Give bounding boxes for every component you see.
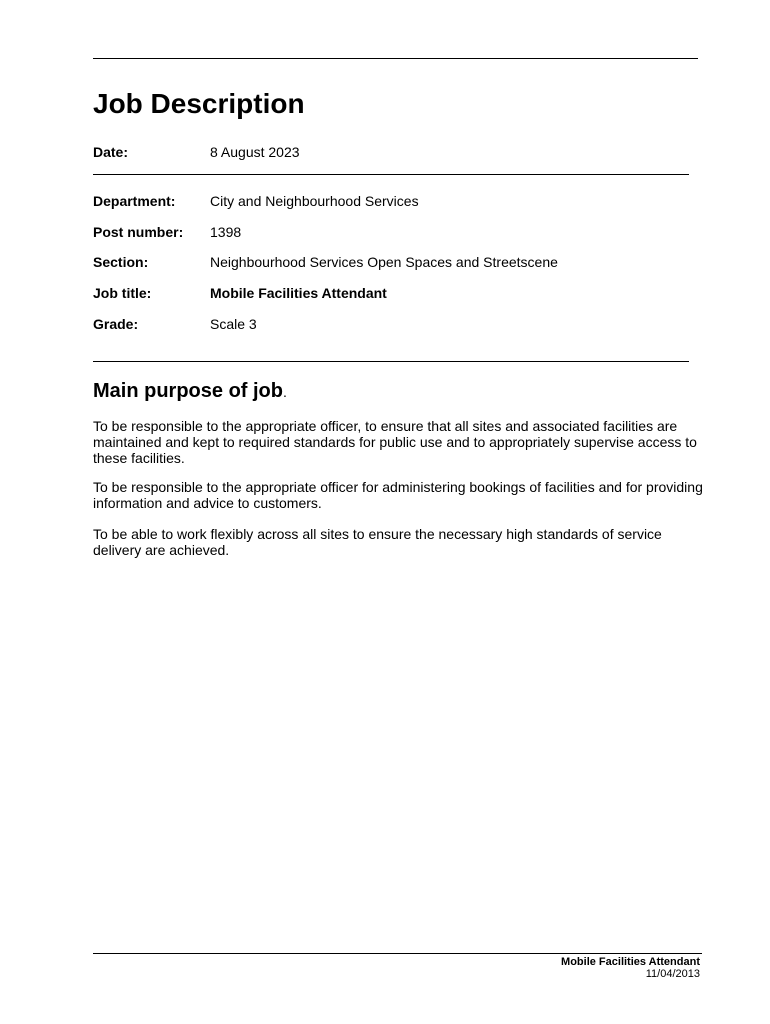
top-rule xyxy=(93,58,698,59)
date-divider xyxy=(93,174,689,175)
page-title: Job Description xyxy=(93,88,305,119)
department-value: City and Neighbourhood Services xyxy=(210,193,419,209)
date-label: Date: xyxy=(93,144,129,160)
department-label: Department: xyxy=(93,193,176,209)
post-number-value: 1398 xyxy=(210,224,242,240)
grade-label: Grade: xyxy=(93,316,139,332)
grade-value: Scale 3 xyxy=(210,316,257,332)
section-label: Section: xyxy=(93,254,149,270)
footer-rule xyxy=(93,953,702,954)
main-purpose-heading-text: Main purpose of job xyxy=(93,380,283,402)
footer-date: 11/04/2013 xyxy=(645,968,700,980)
footer-job-title: Mobile Facilities Attendant xyxy=(561,956,700,968)
date-value: 8 August 2023 xyxy=(210,144,300,160)
fields-divider xyxy=(93,361,689,362)
job-title-value: Mobile Facilities Attendant xyxy=(210,285,387,301)
main-purpose-heading xyxy=(93,378,287,405)
job-title-label: Job title: xyxy=(93,285,152,301)
main-purpose-heading-punct: . xyxy=(283,384,287,400)
section-value: Neighbourhood Services Open Spaces and Streetscene xyxy=(210,254,558,270)
purpose-paragraph: To be responsible to the appropriate officer for administering bookings of facilities and for providing information and advice to customers. xyxy=(93,479,703,511)
purpose-paragraph: To be able to work flexibly across all sites to ensure the necessary high standards of service delivery are achieved. xyxy=(93,526,662,558)
post-number-label: Post number: xyxy=(93,224,184,240)
purpose-paragraph: To be responsible to the appropriate officer, to ensure that all sites and associated facilities are maintained and kept to required standards for public use and to appropriately supervise access to these facilities. xyxy=(93,418,697,466)
